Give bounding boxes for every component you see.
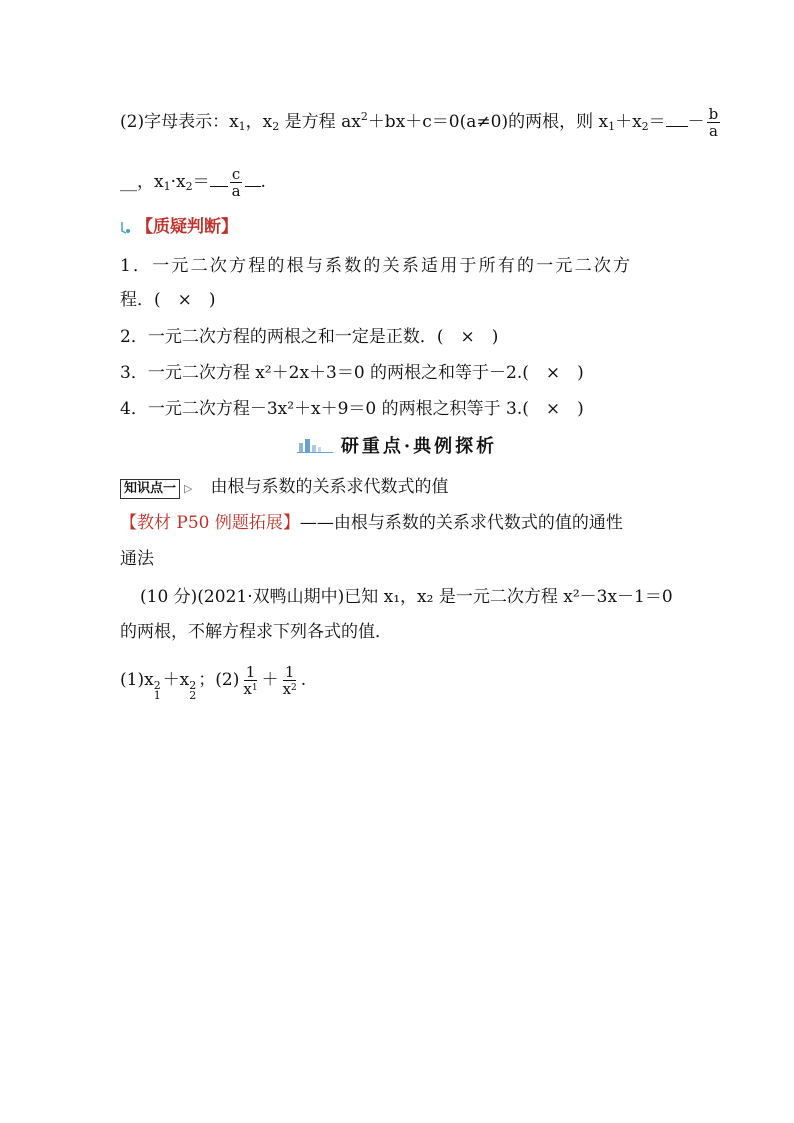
equals-text-2: ＝ — [192, 172, 210, 192]
judge-item-4: 4．一元二次方程－3x²＋x＋9＝0 的两根之积等于 3.( × ) — [120, 399, 584, 419]
fraction-b-over-a: $\frac{b}{a}$ — [708, 105, 719, 140]
blank-2 — [210, 186, 228, 187]
mid-text: 是方程 ax — [284, 112, 361, 132]
equals-text: ＝ — [648, 112, 666, 132]
relation-line-2: __，$x_1\cdot x_2=$ $\frac{c}{a}$ . — [120, 165, 266, 200]
judge-item-1-cont: 程．( × ) — [120, 290, 216, 310]
building-icon — [297, 437, 333, 453]
judge-title: 【质疑判断】 — [136, 217, 238, 237]
problem-parts: (1)x 2 1 ＋x 2 2 ；(2) $\frac{1}{x^1}$ ＋ $\frac{1}{x^2}$ . — [120, 663, 307, 702]
dot-text: ·x — [170, 172, 186, 192]
x1-sq-scripts: 2 1 — [153, 679, 161, 702]
relation-line-1: (2)字母表示：$x_1$，$x_2$ 是方程 $ax^2+bx+c=0(a\ne 0)$的两根，则 $x_1+x_2=$ － $\frac{b}{a}$ — [120, 105, 719, 140]
neg-sign: － — [687, 112, 705, 132]
banner-title: 研重点·典例探析 — [340, 436, 498, 457]
problem-end: . — [300, 670, 307, 690]
pencil-icon — [120, 220, 132, 234]
eq-text: ＋bx＋c＝0(a≠0)的两根，则 x — [367, 112, 609, 132]
knowledge-tag: 知识点一 — [120, 479, 180, 499]
knowledge-point-row — [120, 475, 448, 501]
textbook-desc-2: 通法 — [120, 549, 154, 569]
section-judge-heading — [120, 215, 238, 239]
judge-item-1: 1．一元二次方程的根与系数的关系适用于所有的一元二次方 — [120, 256, 633, 276]
textbook-desc: ——由根与系数的关系求代数式的值的通性 — [299, 513, 623, 533]
problem-line-2: 的两根，不解方程求下列各式的值． — [120, 622, 392, 642]
judge-item-2: 2．一元二次方程的两根之和一定是正数．( × ) — [120, 327, 499, 347]
line2-lead: __， — [120, 172, 154, 192]
fraction-1-over-x2: $\frac{1}{x^2}$ — [282, 663, 297, 698]
end-text: . — [260, 172, 266, 192]
knowledge-title: 由根与系数的关系求代数式的值 — [210, 477, 449, 497]
x2-sq-scripts: 2 2 — [189, 679, 197, 702]
problem-line-1: (10 分)(2021·双鸭山期中)已知 x₁，x₂ 是一元二次方程 x²－3x－1＝0 — [140, 587, 673, 607]
blank-3 — [245, 186, 261, 187]
section-banner — [0, 432, 794, 458]
plus-text: ＋x — [615, 112, 642, 132]
fraction-c-over-a: $\frac{c}{a}$ — [231, 165, 241, 200]
arrow-icon: ▷ — [184, 482, 193, 495]
prefix-text: (2)字母表示：x — [120, 112, 239, 132]
textbook-line — [120, 511, 623, 535]
fraction-1-over-x1: $\frac{1}{x^1}$ — [243, 663, 258, 698]
part1-label: (1) — [120, 670, 145, 690]
x1-text: x — [154, 172, 164, 192]
judge-item-3: 3．一元二次方程 x²＋2x＋3＝0 的两根之和等于－2.( × ) — [120, 363, 584, 383]
textbook-label: 【教材 P50 例题拓展】 — [120, 513, 300, 533]
blank-1 — [666, 126, 688, 127]
part2-label: ；(2) — [198, 670, 240, 690]
